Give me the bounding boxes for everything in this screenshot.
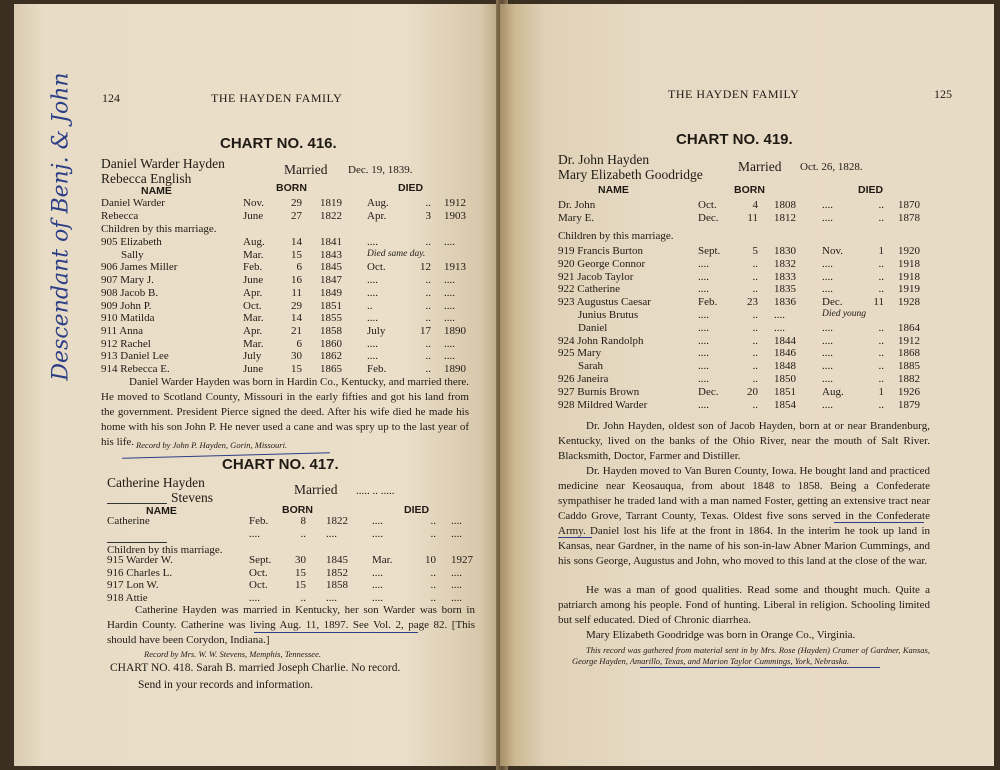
col-name-header: NAME <box>598 184 629 196</box>
died-year-cell: 1926 <box>898 385 920 398</box>
col-born-header: BORN <box>282 504 313 516</box>
born-month-cell: Dec. <box>698 385 719 398</box>
born-day-cell: .. <box>752 398 758 411</box>
married-label: Married <box>738 159 782 174</box>
name-cell: 911 Anna <box>101 324 144 337</box>
died-month-cell: .... <box>822 212 833 224</box>
married-label: Married <box>284 162 328 177</box>
died-day-cell: 1 <box>878 385 884 398</box>
born-month-cell: June <box>243 210 264 222</box>
died-month-cell: .... <box>822 373 833 385</box>
name-cell: 908 Jacob B. <box>101 286 159 299</box>
died-day-cell: .. <box>878 199 884 211</box>
died-year-cell: .... <box>451 515 462 527</box>
died-year-cell: 1903 <box>444 210 466 222</box>
died-year-cell: 1878 <box>898 212 920 224</box>
died-month-cell: .... <box>372 566 383 579</box>
died-day-cell: .. <box>425 197 431 209</box>
name-cell: 910 Matilda <box>101 312 155 325</box>
died-year-cell: 1912 <box>898 334 920 347</box>
born-month-cell: Feb. <box>698 296 718 309</box>
died-month-cell: Apr. <box>367 210 387 222</box>
children-label: Children by this marriage. <box>107 544 223 556</box>
born-month-cell: .... <box>698 321 709 334</box>
born-year-cell: 1812 <box>774 212 796 224</box>
died-year-cell: 1870 <box>898 199 920 211</box>
born-year-cell: 1808 <box>774 199 796 211</box>
born-month-cell: June <box>243 363 264 375</box>
born-day-cell: .. <box>752 334 758 347</box>
died-year-cell: 1864 <box>898 321 920 334</box>
born-month-cell: Mar. <box>243 337 264 350</box>
born-month-cell: .... <box>698 373 709 385</box>
husband-name: Daniel Warder Hayden <box>101 156 225 171</box>
born-month-cell: Apr. <box>243 286 263 299</box>
chart-418-note: CHART NO. 418. Sarah B. married Joseph Charlie. No record. <box>110 662 401 674</box>
born-day-cell: 11 <box>747 212 758 224</box>
born-year-cell: 1850 <box>774 373 796 385</box>
page-number: 125 <box>934 87 952 101</box>
born-day-cell: .. <box>752 347 758 360</box>
born-month-cell: .... <box>698 283 709 296</box>
born-month-cell: Nov. <box>243 197 264 209</box>
born-month-cell: .... <box>698 360 709 373</box>
born-year-cell: 1852 <box>326 566 348 579</box>
died-month-cell: .... <box>822 270 833 283</box>
born-day-cell: 30 <box>291 350 302 363</box>
husband-name: Catherine Hayden <box>107 475 205 490</box>
born-day-cell: 20 <box>747 385 758 398</box>
died-month-cell: .... <box>822 398 833 411</box>
born-year-cell: 1858 <box>326 579 348 592</box>
born-day-cell: 6 <box>296 261 302 274</box>
married-label: Married <box>294 482 338 497</box>
died-day-cell: .. <box>425 363 431 375</box>
born-day-cell: .. <box>752 373 758 385</box>
born-day-cell: 15 <box>291 248 302 261</box>
died-day-cell: .. <box>878 373 884 385</box>
died-month-cell: .... <box>822 347 833 360</box>
name-cell: Junius Brutus <box>578 309 639 321</box>
name-cell: Dr. John <box>558 199 596 211</box>
died-month-cell: .... <box>822 199 833 211</box>
born-month-cell: .... <box>698 334 709 347</box>
chart-419-para-4: Mary Elizabeth Goodridge was born in Orange Co., Virginia. <box>586 629 856 641</box>
born-year-cell: .... <box>326 592 337 605</box>
born-year-cell: 1833 <box>774 270 796 283</box>
name-cell: 917 Lon W. <box>107 579 159 592</box>
name-cell: 909 John P. <box>101 299 152 312</box>
name-cell: 926 Janeira <box>558 373 609 385</box>
died-month-cell: Mar. <box>372 554 393 566</box>
died-year-cell: 1885 <box>898 360 920 373</box>
name-cell: Daniel <box>578 321 608 334</box>
name-cell: 907 Mary J. <box>101 274 154 287</box>
born-year-cell: 1822 <box>326 515 348 527</box>
died-month-cell: .... <box>367 337 378 350</box>
died-year-cell: .... <box>444 286 455 299</box>
born-day-cell: .. <box>752 283 758 296</box>
died-day-cell: .. <box>430 515 436 527</box>
died-year-cell: 1927 <box>451 554 473 566</box>
born-year-cell: 1819 <box>320 197 342 209</box>
children-label: Children by this marriage. <box>101 223 217 235</box>
died-day-cell: .. <box>430 528 436 540</box>
born-month-cell: Sept. <box>698 245 721 257</box>
handwritten-underline <box>640 667 880 668</box>
died-day-cell: .. <box>425 350 431 363</box>
born-year-cell: 1848 <box>774 360 796 373</box>
born-year-cell: 1845 <box>326 554 348 566</box>
chart-419-title: CHART NO. 419. <box>676 131 793 148</box>
born-month-cell: Oct. <box>249 579 268 592</box>
died-month-cell: .... <box>367 312 378 325</box>
born-month-cell: Mar. <box>243 312 264 325</box>
col-name-header: NAME <box>146 505 177 517</box>
born-day-cell: 5 <box>752 245 758 257</box>
name-cell: 906 James Miller <box>101 261 178 274</box>
husband-name: Dr. John Hayden <box>558 152 650 167</box>
married-date: Oct. 26, 1828. <box>800 161 863 173</box>
died-day-cell: .. <box>425 236 431 248</box>
died-year-cell: 1882 <box>898 373 920 385</box>
died-month-cell: .... <box>822 283 833 296</box>
blank-line <box>107 542 167 543</box>
born-year-cell: 1836 <box>774 296 796 309</box>
name-cell: Rebecca <box>101 210 139 222</box>
died-month-cell: Nov. <box>822 245 843 257</box>
born-day-cell: 14 <box>291 312 302 325</box>
wife-name: Mary Elizabeth Goodridge <box>558 167 703 182</box>
born-month-cell: .... <box>698 270 709 283</box>
died-year-cell: 1890 <box>444 363 466 375</box>
chart-419-para-2: Dr. Hayden moved to Van Buren County, Iowa. He bought land and practiced medicine near Keosauqua, from about 1848 to 1858. Being a Confederate sympathiser he traded land with a man named Foster, getting an extensive tract near Caddo Grove, Tarrant County, Texas. Oldest five sons served in the Confederate Army. Daniel lost his life at the front in 1864. In the interim he took up land in Kansas, near Gardner, in the name of his son-in-law Abner Marion Cummings, and his sons George, Augustus and John, who moved to this land at the close of the war. <box>558 465 930 567</box>
died-year-cell: .... <box>451 528 462 540</box>
born-year-cell: 1844 <box>774 334 796 347</box>
name-cell: 912 Rachel <box>101 337 151 350</box>
wife-name: Stevens <box>171 490 213 505</box>
name-cell: 905 Elizabeth <box>101 236 162 248</box>
born-day-cell: 29 <box>291 299 302 312</box>
died-month-cell: .... <box>822 257 833 270</box>
died-year-cell: 1912 <box>444 197 466 209</box>
born-month-cell: Oct. <box>243 299 262 312</box>
born-day-cell: 27 <box>291 210 302 222</box>
born-day-cell: .. <box>752 257 758 270</box>
died-day-cell: .. <box>878 321 884 334</box>
died-day-cell: .. <box>430 592 436 605</box>
chart-416-record: Record by John P. Hayden, Gorin, Missouri. <box>136 440 288 450</box>
died-year-cell: .... <box>444 312 455 325</box>
born-day-cell: 14 <box>291 236 302 248</box>
died-month-cell: .... <box>372 515 383 527</box>
born-day-cell: 30 <box>295 554 306 566</box>
chart-416-narrative: Daniel Warder Hayden was born in Hardin Co., Kentucky, and married there. He moved to Scotland County, Missouri in the early fifties and got his land from the government. President Pierce signed the deed. After his wife died he made his home with his son John P. He never used a cane and was spry up to the last year of his life. <box>101 376 470 448</box>
col-name-header: NAME <box>141 185 172 197</box>
chart-419-para-3: He was a man of good qualities. Read some and thought much. Quite a patriarch among his people. Fond of hunting. Liberal in religion. Schooling limited but self educated. Died of Chronic diarrhea. <box>558 584 930 626</box>
born-year-cell: 1845 <box>320 261 342 274</box>
name-cell: 921 Jacob Taylor <box>558 270 634 283</box>
chart-419-record: This record was gathered from material sent in by Mrs. Rose (Hayden) Cramer of Gardner, Kansas, George Hayden, Amarillo, Texas, and Marion Taylor Cummings, York, Nebraska. <box>572 645 930 666</box>
name-cell: Daniel Warder <box>101 197 165 209</box>
born-year-cell: 1860 <box>320 337 342 350</box>
died-day-cell: .. <box>878 283 884 296</box>
margin-handwriting: Descendant of Benj. & John <box>48 72 74 381</box>
born-month-cell: .... <box>249 592 260 605</box>
born-day-cell: .. <box>300 528 306 540</box>
died-year-cell: 1919 <box>898 283 920 296</box>
running-head: THE HAYDEN FAMILY <box>211 91 343 105</box>
died-month-cell: .... <box>367 350 378 363</box>
born-year-cell: 1822 <box>320 210 342 222</box>
born-day-cell: .. <box>300 592 306 605</box>
born-year-cell: 1854 <box>774 398 796 411</box>
died-day-cell: .. <box>425 286 431 299</box>
chart-417-record: Record by Mrs. W. W. Stevens, Memphis, Tennessee. <box>144 649 321 659</box>
died-day-cell: .. <box>425 337 431 350</box>
name-cell: Mary E. <box>558 212 595 224</box>
born-year-cell: .... <box>326 528 337 540</box>
died-day-cell: 11 <box>873 296 884 309</box>
born-year-cell: 1847 <box>320 274 342 287</box>
born-day-cell: 23 <box>747 296 758 309</box>
born-month-cell: Oct. <box>249 566 268 579</box>
blank-line <box>107 503 167 504</box>
name-cell: 925 Mary <box>558 347 602 360</box>
children-label: Children by this marriage. <box>558 230 674 242</box>
died-year-cell: .... <box>451 566 462 579</box>
born-year-cell: 1851 <box>320 299 342 312</box>
born-year-cell: .... <box>774 321 785 334</box>
died-month-cell: .... <box>367 236 378 248</box>
born-day-cell: 11 <box>291 286 302 299</box>
born-year-cell: 1862 <box>320 350 342 363</box>
name-cell: Sally <box>121 248 144 261</box>
left-page <box>14 4 500 766</box>
died-month-cell: Aug. <box>367 197 389 209</box>
born-month-cell: Oct. <box>698 199 717 211</box>
died-month-cell: Died same day. <box>367 248 426 259</box>
col-died-header: DIED <box>858 184 884 196</box>
married-date: ..... .. ..... <box>356 485 395 497</box>
born-year-cell: 1830 <box>774 245 796 257</box>
born-year-cell: 1843 <box>320 248 342 261</box>
died-day-cell: .. <box>430 566 436 579</box>
died-year-cell: .... <box>451 592 462 605</box>
died-year-cell: 1918 <box>898 257 920 270</box>
died-day-cell: .. <box>878 347 884 360</box>
wife-name: Rebecca English <box>101 171 192 186</box>
died-month-cell: .... <box>822 360 833 373</box>
name-cell: 920 George Connor <box>558 257 646 270</box>
died-day-cell: .. <box>878 398 884 411</box>
col-born-header: BORN <box>276 182 307 194</box>
born-year-cell: 1841 <box>320 236 342 248</box>
died-day-cell: .. <box>425 312 431 325</box>
died-year-cell: .... <box>444 350 455 363</box>
handwritten-underline <box>558 537 592 538</box>
born-month-cell: .... <box>698 309 709 321</box>
born-year-cell: 1835 <box>774 283 796 296</box>
died-day-cell: 3 <box>425 210 431 222</box>
died-day-cell: .. <box>878 334 884 347</box>
died-day-cell: 1 <box>878 245 884 257</box>
name-cell: 922 Catherine <box>558 283 621 296</box>
died-year-cell: .... <box>444 236 455 248</box>
born-day-cell: 15 <box>291 363 302 375</box>
name-cell: 923 Augustus Caesar <box>558 296 651 309</box>
name-cell: Catherine <box>107 515 150 527</box>
page-number: 124 <box>102 91 120 105</box>
died-day-cell: .. <box>878 212 884 224</box>
died-month-cell: Died young <box>822 309 867 319</box>
died-year-cell: 1913 <box>444 261 466 274</box>
born-month-cell: .... <box>249 528 260 540</box>
born-day-cell: 15 <box>295 566 306 579</box>
died-year-cell: 1920 <box>898 245 920 257</box>
name-cell: Sarah <box>578 360 604 373</box>
died-day-cell: .. <box>430 579 436 592</box>
col-died-header: DIED <box>398 182 424 194</box>
died-month-cell: Dec. <box>822 296 843 309</box>
born-day-cell: 29 <box>291 197 302 209</box>
died-month-cell: .... <box>367 274 378 287</box>
married-date: Dec. 19, 1839. <box>348 164 413 176</box>
died-day-cell: .. <box>878 270 884 283</box>
died-year-cell: 1890 <box>444 324 466 337</box>
born-year-cell: 1858 <box>320 324 342 337</box>
died-month-cell: Oct. <box>367 261 386 274</box>
born-day-cell: .. <box>752 270 758 283</box>
handwritten-underline <box>834 522 924 523</box>
born-month-cell: Feb. <box>243 261 263 274</box>
chart-417-narrative: Catherine Hayden was married in Kentucky, her son Warder was born in Hardin County. Catherine was living Aug. 11, 1897. See Vol. 2, page 82. [This should have been Corydon, Indiana.] <box>107 604 475 646</box>
name-cell: 927 Burnis Brown <box>558 385 640 398</box>
born-month-cell: July <box>243 350 262 363</box>
died-day-cell: .. <box>878 257 884 270</box>
col-died-header: DIED <box>404 504 430 516</box>
born-year-cell: 1849 <box>320 286 342 299</box>
died-month-cell: .... <box>372 528 383 540</box>
chart-416-title: CHART NO. 416. <box>220 135 337 152</box>
born-year-cell: 1865 <box>320 363 342 375</box>
died-month-cell: .. <box>367 299 373 312</box>
chart-419-para-1: Dr. John Hayden, oldest son of Jacob Hayden, born at or near Brandenburg, Kentucky, lived on the banks of the Ohio River, near the mouth of Salt River. Blacksmith, Doctor, Farmer and Distiller. <box>558 420 930 462</box>
born-month-cell: .... <box>698 257 709 270</box>
born-month-cell: Sept. <box>249 554 272 566</box>
chart-417-title: CHART NO. 417. <box>222 456 339 473</box>
died-year-cell: .... <box>444 274 455 287</box>
name-cell: 913 Daniel Lee <box>101 350 169 363</box>
died-day-cell: .. <box>425 274 431 287</box>
died-month-cell: July <box>367 324 386 337</box>
died-year-cell: 1928 <box>898 296 920 309</box>
born-month-cell: Apr. <box>243 324 263 337</box>
died-day-cell: .. <box>425 299 431 312</box>
died-month-cell: .... <box>372 592 383 605</box>
died-month-cell: .... <box>822 321 833 334</box>
born-month-cell: .... <box>698 398 709 411</box>
born-month-cell: .... <box>698 347 709 360</box>
died-month-cell: .... <box>822 334 833 347</box>
name-cell: 918 Attie <box>107 592 148 605</box>
born-year-cell: .... <box>774 309 785 321</box>
name-cell: 924 John Randolph <box>558 334 644 347</box>
name-cell: 914 Rebecca E. <box>101 363 170 375</box>
died-month-cell: Feb. <box>367 363 387 375</box>
running-head: THE HAYDEN FAMILY <box>668 87 800 101</box>
born-month-cell: Dec. <box>698 212 719 224</box>
born-day-cell: 21 <box>291 324 302 337</box>
born-day-cell: .. <box>752 360 758 373</box>
died-year-cell: .... <box>444 337 455 350</box>
born-day-cell: 15 <box>295 579 306 592</box>
name-cell: 919 Francis Burton <box>558 245 643 257</box>
died-day-cell: 17 <box>420 324 431 337</box>
handwritten-underline <box>254 632 418 633</box>
died-day-cell: .. <box>878 360 884 373</box>
closing-line: Send in your records and information. <box>138 679 314 691</box>
born-day-cell: .. <box>752 321 758 334</box>
name-cell: 928 Mildred Warder <box>558 398 648 411</box>
born-month-cell: Mar. <box>243 248 264 261</box>
died-month-cell: Aug. <box>822 385 844 398</box>
died-year-cell: 1868 <box>898 347 920 360</box>
died-year-cell: .... <box>451 579 462 592</box>
born-day-cell: 4 <box>752 199 758 211</box>
died-day-cell: 12 <box>420 261 431 274</box>
born-month-cell: June <box>243 274 264 287</box>
name-cell: 916 Charles L. <box>107 566 173 579</box>
died-year-cell: 1918 <box>898 270 920 283</box>
born-day-cell: 8 <box>300 515 306 527</box>
died-month-cell: .... <box>367 286 378 299</box>
born-day-cell: 6 <box>296 337 302 350</box>
born-month-cell: Aug. <box>243 236 265 248</box>
died-day-cell: 10 <box>425 554 436 566</box>
died-year-cell: .... <box>444 299 455 312</box>
right-page <box>500 4 994 766</box>
died-month-cell: .... <box>372 579 383 592</box>
col-born-header: BORN <box>734 184 765 196</box>
born-year-cell: 1832 <box>774 257 796 270</box>
born-day-cell: 16 <box>291 274 302 287</box>
born-year-cell: 1846 <box>774 347 796 360</box>
born-month-cell: Feb. <box>249 515 269 527</box>
born-day-cell: .. <box>752 309 758 321</box>
born-year-cell: 1851 <box>774 385 796 398</box>
born-year-cell: 1855 <box>320 312 342 325</box>
died-year-cell: 1879 <box>898 398 920 411</box>
name-cell: 915 Warder W. <box>107 554 173 566</box>
